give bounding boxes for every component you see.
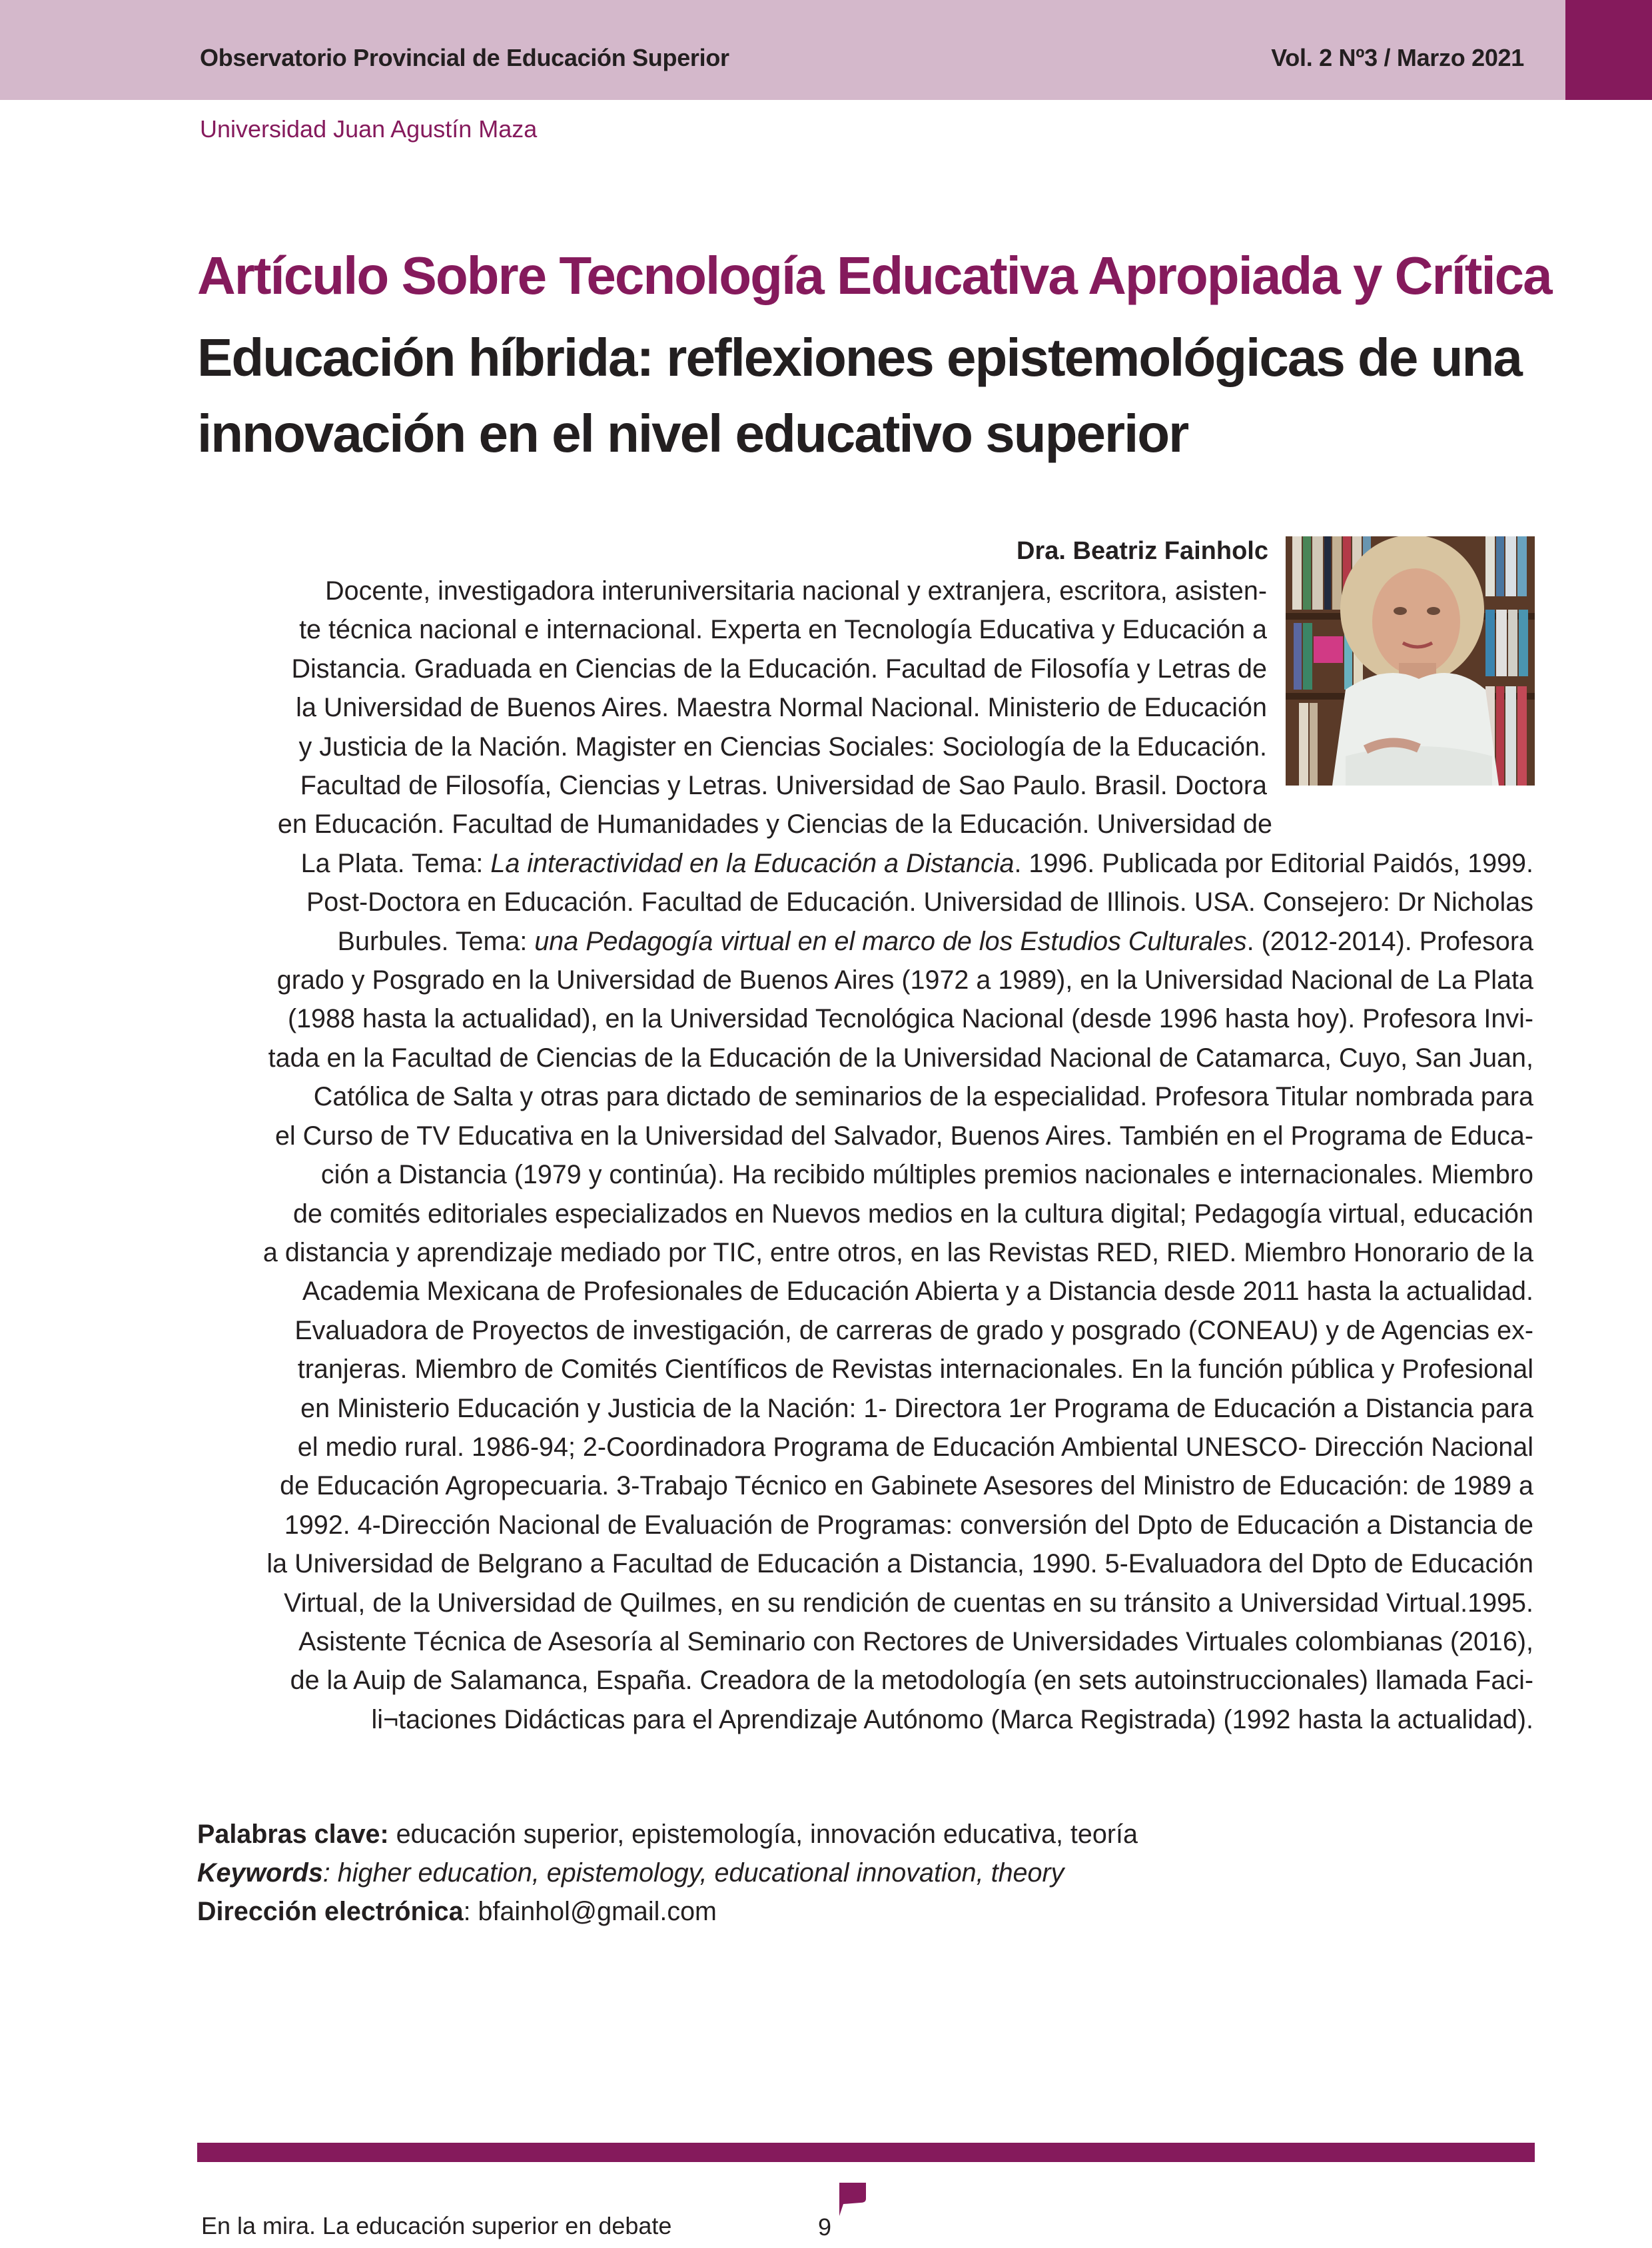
bio-line: Post-Doctora en Educación. Facultad de Educación. Universidad de Illinois. USA. Consejero: Dr Nicholas (306, 887, 1533, 917)
keywords-es-label: Palabras clave: (197, 1820, 389, 1849)
bio-line: en Ministerio Educación y Justicia de la Nación: 1- Directora 1er Programa de Educación a Distancia para (300, 1393, 1533, 1423)
bio-line: de la Auip de Salamanca, España. Creadora de la metodología (en sets autoinstruccionales) llamada Faci- (290, 1666, 1533, 1696)
bio-line: Católica de Salta y otras para dictado de seminarios de la especialidad. Profesora Titular nombrada para (313, 1082, 1533, 1112)
flag-icon (839, 2183, 869, 2217)
bio-line: li¬taciones Didácticas para el Aprendizaje Autónomo (Marca Registrada) (1992 hasta la actualidad). (371, 1704, 1533, 1734)
bio-line: la Universidad de Belgrano a Facultad de Educación a Distancia, 1990. 5-Evaluadora del Dpto de Educación (266, 1549, 1533, 1579)
bio-line (148, 844, 1533, 883)
bio-line (148, 922, 1533, 961)
footer-rule (197, 2143, 1535, 2162)
bio-line: la Universidad de Buenos Aires. Maestra Normal Nacional. Ministerio de Educación (296, 693, 1267, 723)
keywords-block (197, 1815, 1138, 1931)
section-title: Artículo Sobre Tecnología Educativa Apropiada y Crítica (197, 246, 1551, 305)
bio-line: a distancia y aprendizaje mediado por TIC, entre otros, en las Revistas RED, RIED. Miembro Honorario de la (262, 1237, 1533, 1267)
email-value[interactable]: : bfainhol@gmail.com (463, 1897, 717, 1926)
bio-line: Evaluadora de Proyectos de investigación, de carreras de grado y posgrado (CONEAU) y de Agencias ex- (294, 1315, 1533, 1345)
bio-line: grado y Posgrado en la Universidad de Buenos Aires (1972 a 1989), en la Universidad Nacional de La Plata (276, 965, 1533, 995)
bio-text: . 1996. Publicada por Editorial Paidós, 1999. (1014, 848, 1533, 878)
bio-line: (1988 hasta la actualidad), en la Universidad Tecnológica Nacional (desde 1996 hasta hoy). Profesora Invi- (287, 1004, 1533, 1034)
bio-text: . (2012-2014). Profesora (1246, 926, 1533, 956)
keywords-es-value: educación superior, epistemología, innovación educativa, teoría (388, 1820, 1138, 1849)
bio-line: te técnica nacional e internacional. Experta en Tecnología Educativa y Educación a (299, 615, 1267, 645)
footer-title: En la mira. La educación superior en debate (201, 2212, 672, 2239)
bio-line: el medio rural. 1986-94; 2-Coordinadora Programa de Educación Ambiental UNESCO- Dirección Nacional (297, 1432, 1533, 1462)
bio-line: Facultad de Filosofía, Ciencias y Letras. Universidad de Sao Paulo. Brasil. Doctora (300, 771, 1267, 801)
bio-line: en Educación. Facultad de Humanidades y Ciencias de la Educación. Universidad de (277, 810, 1272, 840)
bio-line: Virtual, de la Universidad de Quilmes, en su rendición de cuentas en su tránsito a Universidad Virtual.1995. (284, 1588, 1533, 1618)
keywords-en (197, 1854, 1138, 1892)
keywords-en-value: : higher education, epistemology, educational innovation, theory (322, 1858, 1064, 1888)
bio-line: de Educación Agropecuaria. 3-Trabajo Técnico en Gabinete Asesores del Ministro de Educación: de 1989 a (280, 1471, 1533, 1501)
bio-line: de comités editoriales especializados en Nuevos medios en la cultura digital; Pedagogía virtual, educación (293, 1199, 1533, 1229)
keywords-en-label: Keywords (197, 1858, 323, 1888)
bio-line: Academia Mexicana de Profesionales de Educación Abierta y a Distancia desde 2011 hasta la actualidad. (302, 1277, 1533, 1307)
postdoc-title: una Pedagogía virtual en el marco de los Estudios Culturales (534, 926, 1247, 956)
page-number: 9 (818, 2213, 832, 2241)
bio-text: La Plata. Tema: (300, 848, 491, 878)
article-title-line-1: Educación híbrida: reflexiones epistemológicas de una (197, 328, 1521, 387)
journal-name: Observatorio Provincial de Educación Superior (200, 44, 729, 71)
author-bio (148, 572, 1533, 1739)
bio-line: tranjeras. Miembro de Comités Científicos de Revistas internacionales. En la función pública y Profesional (297, 1355, 1533, 1385)
bio-line: Distancia. Graduada en Ciencias de la Educación. Facultad de Filosofía y Letras de (291, 654, 1267, 684)
email-row (197, 1892, 1138, 1931)
article-title (197, 320, 1529, 472)
bio-line: Docente, investigadora interuniversitaria nacional y extranjera, escritora, asisten- (325, 576, 1267, 606)
article-title-line-2: innovación en el nivel educativo superior (197, 404, 1188, 463)
bio-line: Asistente Técnica de Asesoría al Seminario con Rectores de Universidades Virtuales colombianas (2016), (298, 1626, 1533, 1656)
issue-info: Vol. 2 Nº3 / Marzo 2021 (1271, 44, 1524, 71)
header-accent-block (1565, 0, 1652, 100)
university-name: Universidad Juan Agustín Maza (200, 115, 538, 143)
thesis-title: La interactividad en la Educación a Distancia (490, 848, 1015, 878)
bio-line: y Justicia de la Nación. Magister en Ciencias Sociales: Sociología de la Educación. (298, 732, 1267, 762)
email-label: Dirección electrónica (197, 1897, 464, 1926)
keywords-es (197, 1815, 1138, 1854)
bio-text: Burbules. Tema: (337, 926, 535, 956)
author-name: Dra. Beatriz Fainholc (1017, 537, 1268, 565)
bio-line: ción a Distancia (1979 y continúa). Ha recibido múltiples premios nacionales e internacionales. Miembro (320, 1160, 1533, 1190)
bio-line: tada en la Facultad de Ciencias de la Educación de la Universidad Nacional de Catamarca, Cuyo, San Juan, (268, 1043, 1533, 1073)
bio-line: el Curso de TV Educativa en la Universidad del Salvador, Buenos Aires. También en el Programa de Educa- (274, 1121, 1533, 1151)
bio-line: 1992. 4-Dirección Nacional de Evaluación de Programas: conversión del Dpto de Educación a Distancia de (284, 1510, 1533, 1540)
